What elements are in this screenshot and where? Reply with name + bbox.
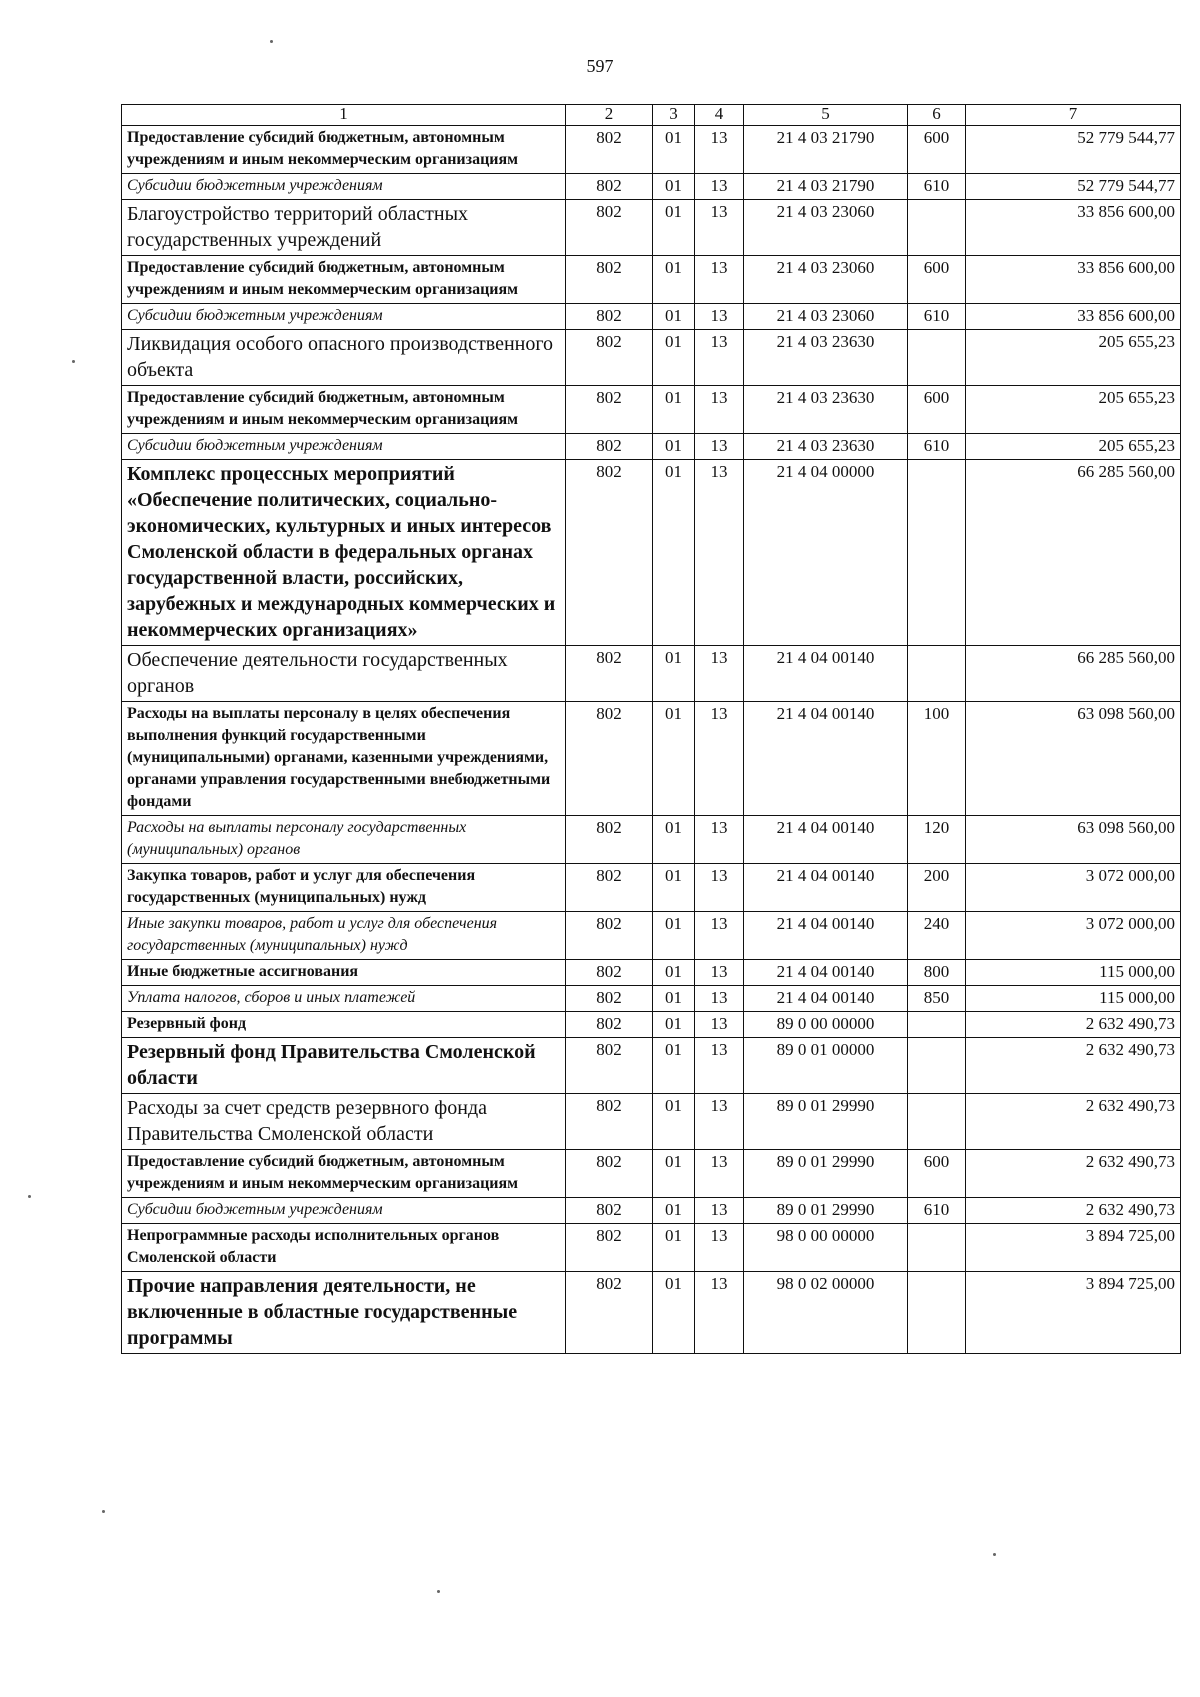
- row-name: Расходы на выплаты персоналу в целях обеспечения выполнения функций государственными (муниципальными) органами, казенными учреждениями, органами управления государственными внебюджетными фондами: [122, 702, 566, 816]
- row-section: 01: [653, 200, 695, 256]
- row-subsection: 13: [695, 1224, 744, 1272]
- row-subsection: 13: [695, 702, 744, 816]
- scan-speck: [270, 40, 273, 43]
- row-section: 01: [653, 434, 695, 460]
- row-amount: 52 779 544,77: [966, 174, 1181, 200]
- table-row: [122, 1012, 1181, 1038]
- header-cell: 6: [908, 105, 966, 126]
- row-admin-code: 802: [566, 1038, 653, 1094]
- row-expense-type: 610: [908, 434, 966, 460]
- table-row: [122, 1272, 1181, 1354]
- row-subsection: 13: [695, 256, 744, 304]
- row-admin-code: 802: [566, 256, 653, 304]
- row-amount: 3 894 725,00: [966, 1272, 1181, 1354]
- row-target-article: 21 4 03 23630: [744, 434, 908, 460]
- row-amount: 3 894 725,00: [966, 1224, 1181, 1272]
- row-section: 01: [653, 304, 695, 330]
- header-cell: 3: [653, 105, 695, 126]
- table-row: [122, 986, 1181, 1012]
- row-admin-code: 802: [566, 1012, 653, 1038]
- row-section: 01: [653, 386, 695, 434]
- row-amount: 205 655,23: [966, 330, 1181, 386]
- row-subsection: 13: [695, 126, 744, 174]
- row-expense-type: [908, 1272, 966, 1354]
- row-section: 01: [653, 702, 695, 816]
- row-admin-code: 802: [566, 986, 653, 1012]
- row-name: Комплекс процессных мероприятий «Обеспечение политических, социально-экономических, культурных и иных интересов Смоленской области в федеральных органах государственной власти, российских, зарубежных и международных коммерческих и некоммерческих организациях»: [122, 460, 566, 646]
- table-row: [122, 304, 1181, 330]
- row-subsection: 13: [695, 386, 744, 434]
- row-name: Субсидии бюджетным учреждениям: [122, 174, 566, 200]
- row-name: Субсидии бюджетным учреждениям: [122, 1198, 566, 1224]
- row-subsection: 13: [695, 986, 744, 1012]
- row-target-article: 21 4 04 00000: [744, 460, 908, 646]
- budget-table: [121, 104, 1181, 1354]
- row-section: 01: [653, 1224, 695, 1272]
- row-section: 01: [653, 174, 695, 200]
- row-section: 01: [653, 960, 695, 986]
- row-expense-type: 120: [908, 816, 966, 864]
- row-admin-code: 802: [566, 174, 653, 200]
- row-amount: 63 098 560,00: [966, 702, 1181, 816]
- row-amount: 2 632 490,73: [966, 1150, 1181, 1198]
- row-subsection: 13: [695, 1094, 744, 1150]
- row-expense-type: 610: [908, 1198, 966, 1224]
- row-expense-type: [908, 200, 966, 256]
- row-admin-code: 802: [566, 816, 653, 864]
- table-row: [122, 1224, 1181, 1272]
- row-subsection: 13: [695, 200, 744, 256]
- row-target-article: 21 4 04 00140: [744, 702, 908, 816]
- row-expense-type: [908, 1012, 966, 1038]
- row-section: 01: [653, 864, 695, 912]
- row-amount: 2 632 490,73: [966, 1012, 1181, 1038]
- scan-speck: [993, 1553, 996, 1556]
- row-section: 01: [653, 1150, 695, 1198]
- row-subsection: 13: [695, 646, 744, 702]
- row-subsection: 13: [695, 434, 744, 460]
- row-target-article: 89 0 01 29990: [744, 1094, 908, 1150]
- row-subsection: 13: [695, 330, 744, 386]
- row-expense-type: [908, 1224, 966, 1272]
- row-admin-code: 802: [566, 960, 653, 986]
- row-name: Благоустройство территорий областных государственных учреждений: [122, 200, 566, 256]
- table-row: [122, 864, 1181, 912]
- row-expense-type: 240: [908, 912, 966, 960]
- row-expense-type: 600: [908, 386, 966, 434]
- row-amount: 63 098 560,00: [966, 816, 1181, 864]
- row-name: Обеспечение деятельности государственных органов: [122, 646, 566, 702]
- row-section: 01: [653, 1094, 695, 1150]
- row-name: Субсидии бюджетным учреждениям: [122, 434, 566, 460]
- header-cell: 5: [744, 105, 908, 126]
- row-amount: 33 856 600,00: [966, 304, 1181, 330]
- row-target-article: 89 0 01 29990: [744, 1198, 908, 1224]
- row-subsection: 13: [695, 960, 744, 986]
- row-name: Закупка товаров, работ и услуг для обеспечения государственных (муниципальных) нужд: [122, 864, 566, 912]
- row-admin-code: 802: [566, 864, 653, 912]
- row-target-article: 21 4 04 00140: [744, 646, 908, 702]
- row-section: 01: [653, 986, 695, 1012]
- row-expense-type: 600: [908, 1150, 966, 1198]
- row-expense-type: 200: [908, 864, 966, 912]
- row-subsection: 13: [695, 1198, 744, 1224]
- header-row: [122, 105, 1181, 126]
- row-expense-type: 600: [908, 256, 966, 304]
- row-name: Непрограммные расходы исполнительных органов Смоленской области: [122, 1224, 566, 1272]
- row-expense-type: 800: [908, 960, 966, 986]
- row-section: 01: [653, 126, 695, 174]
- row-admin-code: 802: [566, 1150, 653, 1198]
- table-row: [122, 126, 1181, 174]
- row-target-article: 98 0 02 00000: [744, 1272, 908, 1354]
- row-name: Резервный фонд: [122, 1012, 566, 1038]
- row-admin-code: 802: [566, 460, 653, 646]
- scan-speck: [437, 1590, 440, 1593]
- row-expense-type: 610: [908, 174, 966, 200]
- row-amount: 3 072 000,00: [966, 912, 1181, 960]
- table-row: [122, 960, 1181, 986]
- row-name: Субсидии бюджетным учреждениям: [122, 304, 566, 330]
- row-amount: 205 655,23: [966, 434, 1181, 460]
- table-row: [122, 702, 1181, 816]
- row-expense-type: 600: [908, 126, 966, 174]
- row-target-article: 21 4 04 00140: [744, 986, 908, 1012]
- row-amount: 66 285 560,00: [966, 646, 1181, 702]
- row-amount: 33 856 600,00: [966, 256, 1181, 304]
- row-name: Ликвидация особого опасного производственного объекта: [122, 330, 566, 386]
- table-row: [122, 1094, 1181, 1150]
- row-section: 01: [653, 330, 695, 386]
- row-amount: 2 632 490,73: [966, 1094, 1181, 1150]
- row-admin-code: 802: [566, 1272, 653, 1354]
- row-admin-code: 802: [566, 330, 653, 386]
- row-amount: 2 632 490,73: [966, 1198, 1181, 1224]
- row-amount: 52 779 544,77: [966, 126, 1181, 174]
- row-target-article: 21 4 03 23630: [744, 330, 908, 386]
- row-target-article: 21 4 03 23060: [744, 304, 908, 330]
- row-subsection: 13: [695, 1150, 744, 1198]
- row-name: Уплата налогов, сборов и иных платежей: [122, 986, 566, 1012]
- row-amount: 2 632 490,73: [966, 1038, 1181, 1094]
- row-subsection: 13: [695, 1012, 744, 1038]
- row-section: 01: [653, 646, 695, 702]
- row-section: 01: [653, 1038, 695, 1094]
- row-expense-type: [908, 1038, 966, 1094]
- row-target-article: 89 0 01 29990: [744, 1150, 908, 1198]
- row-name: Иные бюджетные ассигнования: [122, 960, 566, 986]
- row-amount: 3 072 000,00: [966, 864, 1181, 912]
- row-expense-type: 610: [908, 304, 966, 330]
- table-row: [122, 646, 1181, 702]
- row-subsection: 13: [695, 1038, 744, 1094]
- row-amount: 66 285 560,00: [966, 460, 1181, 646]
- row-target-article: 21 4 03 21790: [744, 126, 908, 174]
- row-section: 01: [653, 816, 695, 864]
- table-row: [122, 460, 1181, 646]
- row-admin-code: 802: [566, 1224, 653, 1272]
- row-section: 01: [653, 1198, 695, 1224]
- row-name: Расходы на выплаты персоналу государственных (муниципальных) органов: [122, 816, 566, 864]
- row-subsection: 13: [695, 174, 744, 200]
- row-name: Иные закупки товаров, работ и услуг для обеспечения государственных (муниципальных) нужд: [122, 912, 566, 960]
- row-expense-type: 850: [908, 986, 966, 1012]
- row-target-article: 89 0 01 00000: [744, 1038, 908, 1094]
- table-row: [122, 912, 1181, 960]
- scan-speck: [72, 360, 75, 363]
- table-row: [122, 1150, 1181, 1198]
- table-body: [122, 126, 1181, 1354]
- scan-speck: [28, 1195, 31, 1198]
- header-cell: 2: [566, 105, 653, 126]
- scan-speck: [102, 1510, 105, 1513]
- row-target-article: 21 4 03 23060: [744, 200, 908, 256]
- row-section: 01: [653, 912, 695, 960]
- header-cell: 4: [695, 105, 744, 126]
- row-amount: 115 000,00: [966, 986, 1181, 1012]
- row-subsection: 13: [695, 460, 744, 646]
- row-expense-type: 100: [908, 702, 966, 816]
- table-row: [122, 330, 1181, 386]
- row-amount: 205 655,23: [966, 386, 1181, 434]
- row-subsection: 13: [695, 1272, 744, 1354]
- row-subsection: 13: [695, 816, 744, 864]
- row-expense-type: [908, 460, 966, 646]
- row-target-article: 21 4 03 23060: [744, 256, 908, 304]
- table-row: [122, 1198, 1181, 1224]
- table-row: [122, 256, 1181, 304]
- table-row: [122, 200, 1181, 256]
- row-subsection: 13: [695, 304, 744, 330]
- row-admin-code: 802: [566, 386, 653, 434]
- row-admin-code: 802: [566, 304, 653, 330]
- row-name: Предоставление субсидий бюджетным, автономным учреждениям и иным некоммерческим организациям: [122, 256, 566, 304]
- row-name: Предоставление субсидий бюджетным, автономным учреждениям и иным некоммерческим организациям: [122, 386, 566, 434]
- table-row: [122, 1038, 1181, 1094]
- table-row: [122, 816, 1181, 864]
- row-target-article: 21 4 04 00140: [744, 912, 908, 960]
- row-target-article: 21 4 04 00140: [744, 864, 908, 912]
- row-target-article: 21 4 04 00140: [744, 816, 908, 864]
- row-expense-type: [908, 1094, 966, 1150]
- row-admin-code: 802: [566, 1198, 653, 1224]
- row-target-article: 21 4 04 00140: [744, 960, 908, 986]
- row-target-article: 21 4 03 21790: [744, 174, 908, 200]
- table-row: [122, 174, 1181, 200]
- row-name: Резервный фонд Правительства Смоленской области: [122, 1038, 566, 1094]
- row-target-article: 89 0 00 00000: [744, 1012, 908, 1038]
- row-admin-code: 802: [566, 646, 653, 702]
- row-section: 01: [653, 1012, 695, 1038]
- row-section: 01: [653, 256, 695, 304]
- row-amount: 115 000,00: [966, 960, 1181, 986]
- row-target-article: 21 4 03 23630: [744, 386, 908, 434]
- row-expense-type: [908, 646, 966, 702]
- row-section: 01: [653, 460, 695, 646]
- row-section: 01: [653, 1272, 695, 1354]
- row-admin-code: 802: [566, 702, 653, 816]
- header-cell: 7: [966, 105, 1181, 126]
- row-admin-code: 802: [566, 1094, 653, 1150]
- row-name: Предоставление субсидий бюджетным, автономным учреждениям и иным некоммерческим организациям: [122, 126, 566, 174]
- row-admin-code: 802: [566, 126, 653, 174]
- row-amount: 33 856 600,00: [966, 200, 1181, 256]
- page-number: 597: [586, 56, 614, 76]
- table-row: [122, 386, 1181, 434]
- row-subsection: 13: [695, 912, 744, 960]
- row-expense-type: [908, 330, 966, 386]
- row-admin-code: 802: [566, 434, 653, 460]
- row-name: Предоставление субсидий бюджетным, автономным учреждениям и иным некоммерческим организациям: [122, 1150, 566, 1198]
- row-subsection: 13: [695, 864, 744, 912]
- header-cell: 1: [122, 105, 566, 126]
- table-row: [122, 434, 1181, 460]
- row-admin-code: 802: [566, 912, 653, 960]
- row-admin-code: 802: [566, 200, 653, 256]
- row-name: Расходы за счет средств резервного фонда Правительства Смоленской области: [122, 1094, 566, 1150]
- row-name: Прочие направления деятельности, не включенные в областные государственные программы: [122, 1272, 566, 1354]
- row-target-article: 98 0 00 00000: [744, 1224, 908, 1272]
